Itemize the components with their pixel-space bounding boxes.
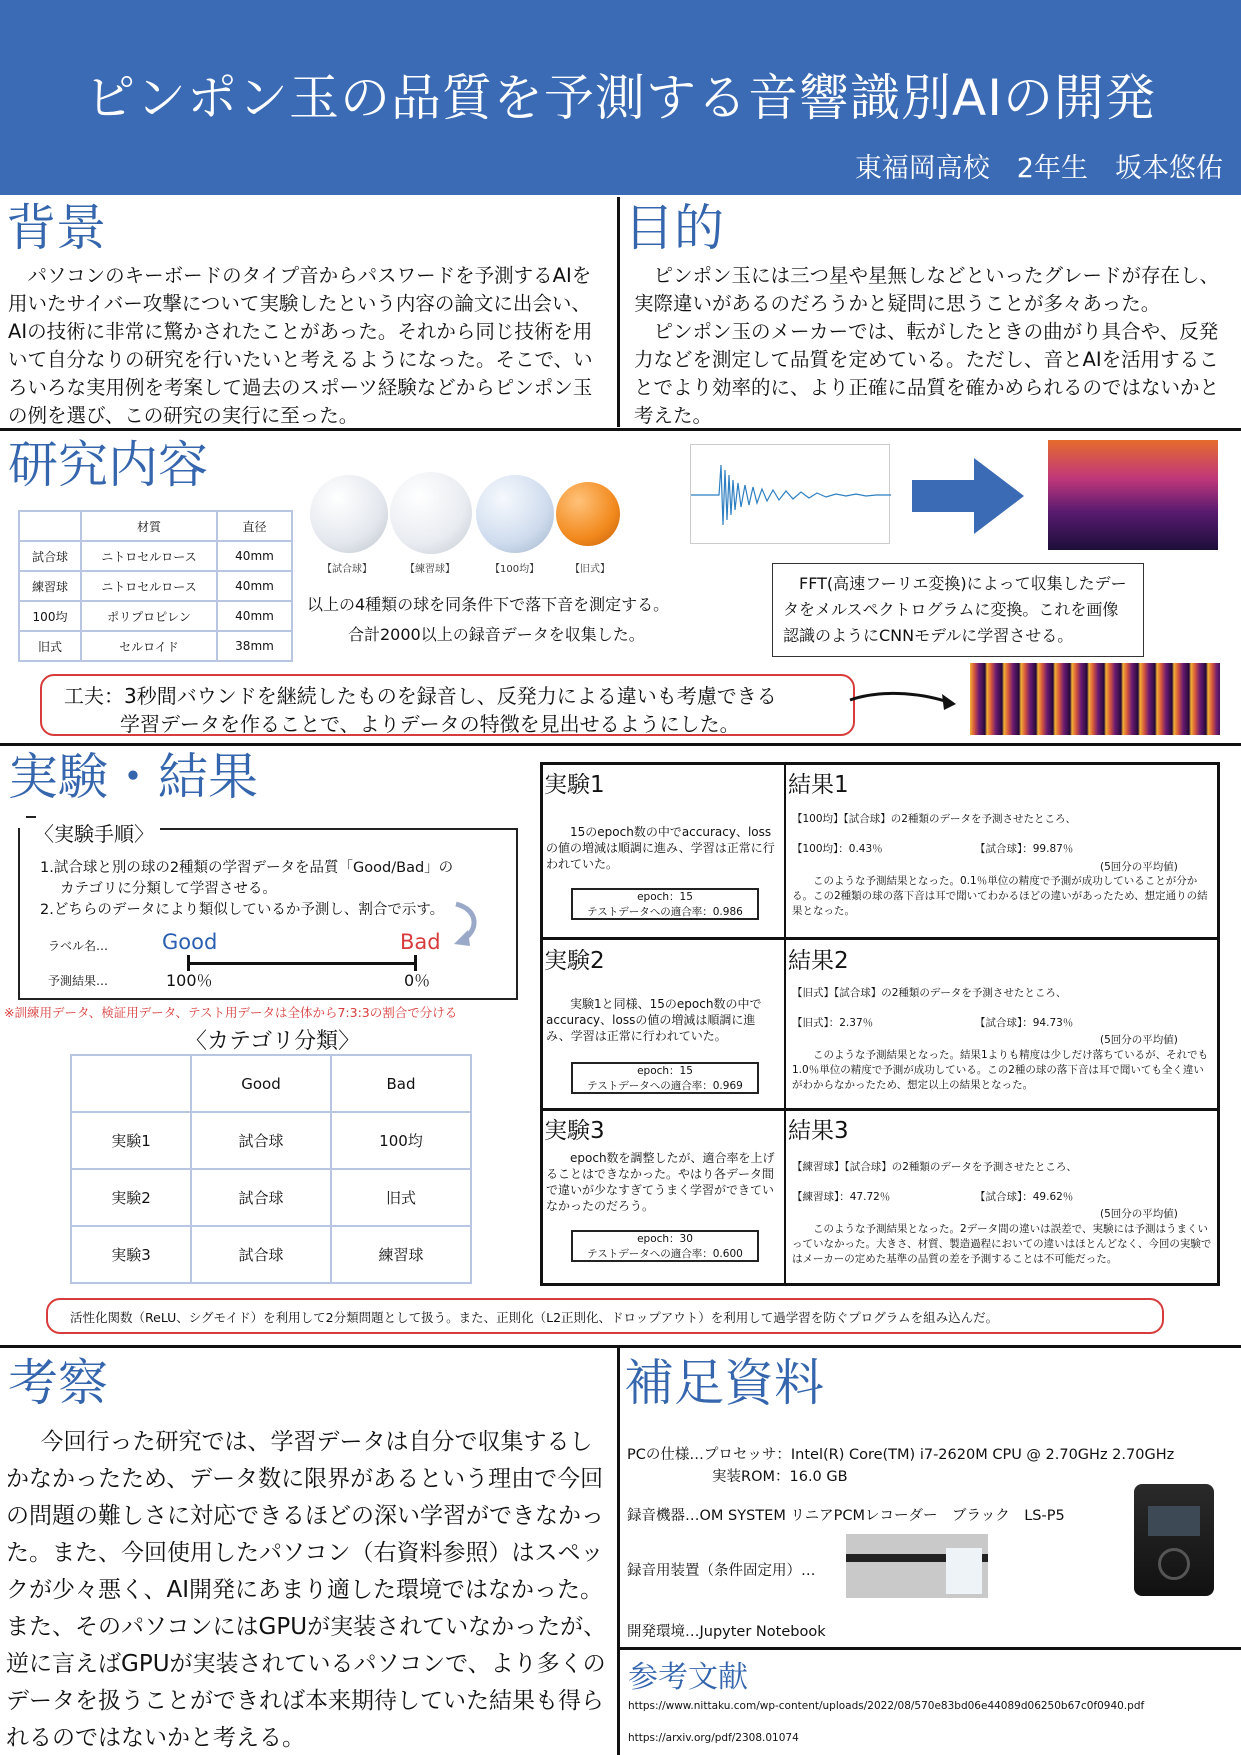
bad-label: Bad [400,930,441,954]
discussion-text: 今回行った研究では、学習データは自分で収集するしかなかったため、データ数に限界があるという理由で今回の問題の難しさに対応できるほどの深い学習ができなかった。また、今回使用したパソコン（右資料参照）はスペックが少々悪く、AI開発にあまり適した環境ではなかった。また、そのパソコンにはGPUが実装されていなかったが、逆に言えばGPUが実装されているパソコンで、より多くのデータを扱うことができれば本来期待していた結果も得られるのではないかと考える。 [6,1429,607,1751]
result-conclusion: このような予測結果となった。0.1％単位の精度で予測が成功していることが分かる。この2種類の球の落下音は耳で聞いてわかるほどの違いがあったため、想定通りの結果となった。 [792,875,1208,917]
materials-table [18,510,293,662]
table-header: Good [191,1055,331,1112]
pc-spec-line: PCの仕様…プロセッサ：Intel(R) Core(TM) i7-2620M CPU @ 2.70GHz 2.70GHz [627,1447,1175,1463]
discussion-heading: 考察 [8,1354,108,1412]
result-value: 【旧式】：2.37％ [792,1017,874,1029]
epoch-value: epoch：30 [637,1233,693,1245]
experiment-title: 実験1 [544,772,605,798]
epoch-value: epoch：15 [637,891,693,903]
table-row [19,631,292,661]
result-title: 結果2 [788,948,849,974]
table-row [19,601,292,631]
table-cell: 実験3 [71,1226,191,1283]
table-cell: 試合球 [191,1226,331,1283]
table-cell: 試合球 [191,1169,331,1226]
research-line: 以上の4種類の球を同条件下で落下音を測定する。 [307,595,670,614]
research-line: 合計2000以上の録音データを収集した。 [348,625,645,644]
result-value: 【100均】：0.43％ [792,843,883,855]
table-header: Bad [331,1055,471,1112]
accuracy-box [571,1230,759,1262]
result-value: 【試合球】：94.73％ [975,1017,1074,1029]
kufu-line: 工夫：3秒間バウンドを継続したものを録音し、反発力による違いも考慮できる [64,684,777,708]
result-line: 【100均】【試合球】の2種類のデータを予測させたところ、 [792,813,1076,825]
table-row [71,1169,471,1226]
practice-ball-image [390,472,472,554]
experiment-title: 実験2 [544,948,605,974]
table-row [71,1226,471,1283]
author-line: 東福岡高校 2年生 坂本悠佑 [854,153,1223,184]
table-row [71,1112,471,1169]
recorder-screen [1148,1506,1200,1536]
match-ball-image [310,475,388,553]
category-title: 〈カテゴリ分類〉 [185,1029,361,1054]
background-heading: 背景 [6,199,106,257]
result-conclusion: このような予測結果となった。2データ間の違いは誤差で、実験には予測はうまくいっていなかった。大きさ、材質、製造過程においての違いはほとんどなく、今回の実験ではメーカーの定めた基準の品質の差を予測することは不可能だった。 [792,1223,1212,1265]
percent-100-label: 100％ [166,971,213,990]
table-cell: ポリプロピレン [81,601,217,631]
purpose-heading: 目的 [624,199,724,257]
device-image [846,1534,988,1598]
bounce-spectrogram-image [970,663,1220,735]
experiment-text: 実験1と同様、15のepoch数の中でaccuracy、lossの値の増減は順調に進み、学習は正常に行われていた。 [546,997,762,1043]
epoch-value: epoch：15 [637,1065,693,1077]
experiment-text: 15のepoch数の中でaccuracy、lossの値の増減は順調に進み、学習は正常に行われていた。 [546,825,775,871]
divider [617,1348,620,1755]
procedure-box-corner [26,816,36,818]
ball-caption: 【旧式】 [570,564,610,575]
category-table [70,1054,472,1284]
result-line: 【旧式】【試合球】の2種類のデータを予測させたところ、 [792,987,1067,999]
table-cell: 40mm [217,601,292,631]
dev-env-line: 開発環境…Jupyter Notebook [627,1624,826,1640]
divider [0,1345,1241,1348]
result-title: 結果1 [788,772,849,798]
accuracy-value: テストデータへの適合率：0.986 [587,906,743,918]
old-ball-image [556,482,620,546]
table-row [19,571,292,601]
average-note: (5回分の平均値) [1100,1034,1178,1046]
prediction-label-text: 予測結果… [48,974,109,988]
average-note: (5回分の平均値) [1100,861,1178,873]
arrow-right-icon [848,686,958,716]
background-text [8,262,608,430]
ball-caption: 【100均】 [490,564,540,575]
split-note: ※訓練用データ、検証用データ、テスト用データは全体から7:3:3の割合で分ける [4,1005,458,1020]
table-cell: 100均 [19,601,81,631]
result-value: 【試合球】：49.62％ [975,1191,1074,1203]
scale-bar [188,962,416,965]
table-cell: セルロイド [81,631,217,661]
procedure-step: 1.試合球と別の球の2種類の学習データを品質「Good/Bad」の [40,860,454,876]
label-name-text: ラベル名… [48,939,109,953]
supplement-heading: 補足資料 [624,1354,824,1412]
arrow-right-icon [912,458,1024,534]
mel-spectrogram-image [1048,440,1218,550]
reference-link[interactable]: https://www.nittaku.com/wp-content/uploads/2022/08/570e83bd06e44089d06250b67c0f0940.pdf [628,1700,1145,1712]
table-cell: 40mm [217,571,292,601]
kufu-box [40,674,855,736]
research-heading: 研究内容 [8,436,208,494]
experiment-text: epoch数を調整したが、適合率を上げることはできなかった。やはり各データ間で違いが少なすぎてうまく学習ができていなかったのだろう。 [546,1151,775,1213]
table-cell: 練習球 [19,571,81,601]
accuracy-value: テストデータへの適合率：0.600 [587,1248,743,1260]
table-cell: 38mm [217,631,292,661]
ball-caption: 【試合球】 [322,564,372,575]
curved-arrow-icon [446,900,480,948]
reference-link[interactable]: https://arxiv.org/pdf/2308.01074 [628,1732,799,1744]
result-title: 結果3 [788,1118,849,1144]
divider [617,1647,1241,1650]
device-line: 録音用装置（条件固定用）… [627,1563,816,1579]
accuracy-value: テストデータへの適合率：0.969 [587,1080,743,1092]
device-holder [946,1548,982,1594]
result-value: 【試合球】：99.87％ [975,843,1074,855]
table-cell: 旧式 [19,631,81,661]
grid-divider [540,937,1220,940]
table-cell: ニトロセルロース [81,541,217,571]
fft-explanation-box: FFT(高速フーリエ変換)によって収集したデータをメルスペクトログラムに変換。これを画像認識のようにCNNモデルに学習させる。 [772,563,1144,657]
accuracy-box [571,888,759,920]
experiment-heading: 実験・結果 [8,748,258,806]
table-cell: 実験2 [71,1169,191,1226]
references-heading: 参考文献 [628,1660,748,1695]
average-note: (5回分の平均値) [1100,1208,1178,1220]
table-header: 材質 [81,511,217,541]
kufu-line: 学習データを作ることで、よりデータの特徴を見出せるようにした。 [120,712,740,736]
procedure-step: 2.どちらのデータにより類似しているか予測し、割合で示す。 [40,902,445,918]
accuracy-box [571,1062,759,1094]
good-label: Good [162,930,218,954]
ball-caption: 【練習球】 [405,564,455,575]
procedure-step: カテゴリに分類して学習させる。 [60,881,277,897]
recorder-dial [1158,1548,1190,1580]
divider [0,743,1241,746]
divider [0,428,1241,431]
table-cell: 実験1 [71,1112,191,1169]
table-cell: 40mm [217,541,292,571]
table-cell: 100均 [331,1112,471,1169]
result-line: 【練習球】【試合球】の2種類のデータを予測させたところ、 [792,1161,1077,1173]
divider [617,197,620,427]
table-cell: 試合球 [19,541,81,571]
cheap-ball-image [476,475,554,553]
table-header: 直径 [217,511,292,541]
table-cell [19,511,81,541]
table-row [19,541,292,571]
grid-divider [784,762,786,1286]
purpose-text [634,262,1230,430]
purpose-paragraph: ピンポン玉のメーカーでは、転がしたときの曲がり具合や、反発力などを測定して品質を定めている。ただし、音とAIを活用することでより効率的に、より正確に品質を確かめられるのではないかと考えた。 [634,320,1220,427]
background-paragraph: パソコンのキーボードのタイプ音からパスワードを予測するAIを用いたサイバー攻撃について実験したという内容の論文に出会い、AIの技術に非常に驚かされたことがあった。それから同じ技術を用いて自分なりの研究を行いたいと考えるようになった。そこで、いろいろな実用例を考案して過去のスポーツ経験などからピンポン玉の例を選び、この研究の実行に至った。 [8,264,593,427]
result-value: 【練習球】：47.72％ [792,1191,891,1203]
procedure-box-top [160,828,518,830]
waveform-graphic [691,445,891,545]
percent-0-label: 0％ [404,971,431,990]
grid-divider [540,1108,1220,1111]
recorder-image [1134,1484,1214,1596]
pc-spec-line: 実装ROM：16.0 GB [712,1469,848,1485]
waveform-image [690,444,890,544]
purpose-paragraph: ピンポン玉には三つ星や星無しなどといったグレードが存在し、実際違いがあるのだろうかと疑問に思うことが多々あった。 [634,264,1220,315]
experiment-title: 実験3 [544,1118,605,1144]
table-cell: 練習球 [331,1226,471,1283]
method-note-box: 活性化関数（ReLU、シグモイド）を利用して2分類問題として扱う。また、正則化（L2正則化、ドロップアウト）を利用して過学習を防ぐプログラムを組み込んだ。 [46,1298,1164,1334]
result-conclusion: このような予測結果となった。結果1よりも精度は少しだけ落ちているが、それでも1.0％単位の精度で予測が成功している。この2種の球の落下音は耳で聞いても全く違いがわからなかったため、想定以上の結果となった。 [792,1049,1209,1091]
table-cell [71,1055,191,1112]
table-row [71,1055,471,1112]
recorder-line: 録音機器…OM SYSTEM リニアPCMレコーダー ブラック LS-P5 [627,1508,1065,1524]
table-cell: 試合球 [191,1112,331,1169]
table-cell: 旧式 [331,1169,471,1226]
procedure-title: 〈実験手順〉 [30,818,158,847]
poster-title: ピンポン玉の品質を予測する音響識別AIの開発 [85,69,1156,127]
table-cell: ニトロセルロース [81,571,217,601]
